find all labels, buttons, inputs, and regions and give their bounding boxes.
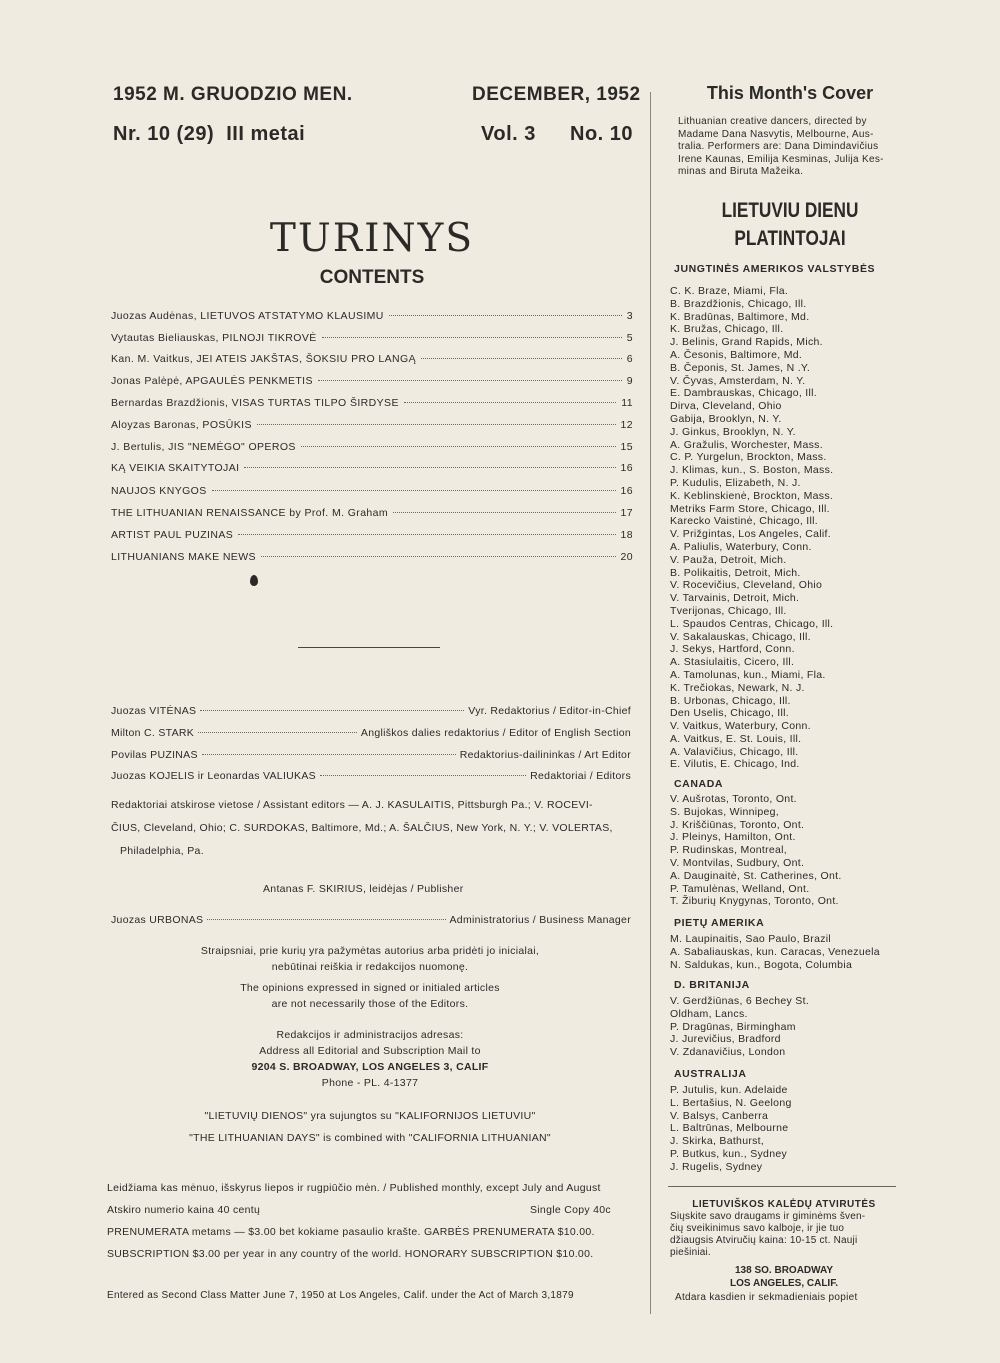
issue-date-en: DECEMBER, 1952 [472,84,641,105]
toc-page: 20 [620,551,633,563]
toc-page: 11 [621,397,633,409]
business-manager-row [111,914,631,926]
distributors-title-line: LIETUVIU DIENU [721,199,859,222]
cover-line: minas and Biruta Mažeika. [678,166,804,177]
toc-entry[interactable] [111,310,633,322]
toc-title: Vytautas Bieliauskas, PILNOJI TIKROVĖ [111,332,317,344]
toc-title: Aloyzas Baronas, POSŪKIS [111,419,252,431]
distributor-list-australia [670,1084,880,1174]
staff-row [111,770,631,782]
distributor-entry: E. Vilutis, E. Chicago, Ind. [670,758,800,771]
address-lt: Redakcijos ir administracijos adresas: [276,1029,464,1041]
distributor-entry: A. Stasiulaitis, Cicero, Ill. [670,656,795,669]
disclaimer-lt: nebūtinai reiškia ir redakcijos nuomonę. [271,961,469,973]
distributor-entry: P. Rudinskas, Montreal, [670,844,788,857]
distributor-entry: V. Gerdžiūnas, 6 Bechey St. [670,995,810,1007]
distributor-entry: K. Trečiokas, Newark, N. J. [670,681,805,694]
staff-name: Povilas PUZINAS [111,749,198,761]
staff-row [111,749,631,761]
distributor-entry: J. Pleinys, Hamilton, Ont. [670,831,796,844]
toc-title: J. Bertulis, JIS "NEMĖGO" OPEROS [111,441,296,453]
distributor-entry: A. Česonis, Baltimore, Md. [670,348,803,361]
distributor-entry: V. Balsys, Canberra [670,1109,769,1122]
staff-name: Juozas URBONAS [111,914,204,926]
address-en: Address all Editorial and Subscription Mail to [259,1045,481,1057]
toc-title: NAUJOS KNYGOS [111,485,207,497]
toc-entry[interactable] [111,507,633,519]
distributor-list-canada [670,793,880,908]
distributor-entry: T. Žiburių Knygynas, Toronto, Ont. [670,895,839,908]
subscription-en: SUBSCRIPTION $3.00 per year in any country of the world. HONORARY SUBSCRIPTION $10.00. [107,1248,594,1260]
number-label: No. 10 [570,123,634,145]
section-heading-australia: AUSTRALIJA [674,1068,747,1080]
cards-line: čių sveikinimus savo kalboje, ir jie tuo [670,1223,845,1234]
toc-page: 9 [626,375,633,387]
distributor-entry: P. Kudulis, Elizabeth, N. J. [670,476,801,489]
cover-line: Madame Dana Nasvytis, Melbourne, Aus- [678,128,874,140]
page-subtitle: CONTENTS [319,267,425,288]
distributor-entry: M. Laupinaitis, Sao Paulo, Brazil [670,933,832,945]
cover-description [678,116,900,179]
cards-address [670,1265,898,1290]
distributor-entry: V. Čyvas, Amsterdam, N. Y. [670,374,806,387]
distributor-entry: K. Bružas, Chicago, Ill. [670,323,784,336]
price-en: Single Copy 40c [530,1204,611,1216]
distributor-entry: J. Klimas, kun., S. Boston, Mass. [670,464,834,477]
volume-label: Vol. 3 [481,123,536,145]
toc-page: 18 [620,529,633,541]
distributor-list-south-america [670,933,880,971]
cards-address-line: 138 SO. BROADWAY [735,1265,833,1276]
issue-number-lt: Nr. 10 (29) III metai [113,123,306,145]
cards-line: piešiniai. [670,1247,711,1258]
distributor-entry: J. Kriščiūnas, Toronto, Ont. [670,818,805,831]
distributor-entry: A. Gražulis, Worchester, Mass. [670,438,823,451]
staff-role: Angliškos dalies redaktorius / Editor of English Section [360,727,631,739]
cards-title: LIETUVIŠKOS KALĖDŲ ATVIRUTĖS [692,1199,876,1210]
distributor-entry: V. Vaitkus, Waterbury, Conn. [670,720,811,733]
column-divider [650,92,651,1314]
staff-role: Administratorius / Business Manager [449,914,631,926]
toc-entry[interactable] [111,529,633,541]
divider [668,1186,896,1187]
toc-entry[interactable] [111,419,633,431]
distributor-entry: V. Pauža, Detroit, Mich. [670,553,787,566]
distributor-entry: B. Polikaitis, Detroit, Mich. [670,566,801,579]
distributor-entry: V. Rocevičius, Cleveland, Ohio [670,579,823,592]
toc-page: 6 [626,353,633,365]
distributor-entry: P. Jutulis, kun. Adelaide [670,1084,788,1096]
distributor-entry: A. Valavičius, Chicago, Ill. [670,745,799,758]
disclaimer-en: are not necessarily those of the Editors. [271,998,469,1010]
distributor-entry: J. Rugelis, Sydney [670,1160,763,1173]
toc-entry[interactable] [111,485,633,497]
distributor-entry: V. Zdanavičius, London [670,1046,786,1059]
toc-page: 3 [626,310,633,322]
toc-title: LITHUANIANS MAKE NEWS [111,551,256,563]
distributor-entry: A. Sabaliauskas, kun. Caracas, Venezuela [670,945,880,958]
distributor-entry: J. Jurevičius, Bradford [670,1033,781,1046]
distributor-entry: C. P. Yurgelun, Brockton, Mass. [670,451,827,464]
page-title: TURINYS [269,216,475,261]
staff-row [111,727,631,739]
distributor-entry: V. Montvilas, Sudbury, Ont. [670,856,805,869]
distributor-entry: V. Sakalauskas, Chicago, Ill. [670,630,811,643]
toc-title: ARTIST PAUL PUZINAS [111,529,234,541]
staff-name: Milton C. STARK [111,727,195,739]
cards-address-line: LOS ANGELES, CALIF. [730,1277,838,1289]
disclaimer-lt: Straipsniai, prie kurių yra pažymėtas autorius arba pridėti jo inicialai, [200,945,540,957]
section-heading-britain: D. BRITANIJA [674,979,750,991]
section-heading-south-america: PIETŲ AMERIKA [674,917,765,929]
distributors-title [692,197,889,253]
assistant-editors-line: Redaktoriai atskirose vietose / Assistant editors — A. J. KASULAITIS, Pittsburgh Pa.; V. ROCEVI- [111,799,593,811]
cover-line: tralia. Performers are: Dana Dimindavičius [678,141,879,152]
publication-schedule: Leidžiama kas mėnuo, išskyrus liepos ir rugpiūčio mėn. / Published monthly, except July and August [107,1182,601,1194]
distributor-entry: V. Aušrotas, Toronto, Ont. [670,793,797,805]
toc-title: THE LITHUANIAN RENAISSANCE by Prof. M. Graham [111,507,389,519]
toc-page: 5 [626,332,633,344]
merger-lt: "LIETUVIŲ DIENOS" yra sujungtos su "KALIFORNIJOS LIETUVIU" [204,1110,536,1122]
divider [298,647,440,648]
distributor-list-usa [670,285,880,771]
cards-description [670,1211,898,1259]
address-phone: Phone - PL. 4-1377 [321,1077,419,1089]
toc-page: 16 [620,485,633,497]
cover-line: Irene Kaunas, Emilija Kesminas, Julija Kes- [678,153,884,165]
toc-page: 12 [620,419,633,431]
distributor-entry: P. Dragūnas, Birmingham [670,1020,796,1033]
distributor-entry: C. K. Braze, Miami, Fla. [670,285,789,297]
toc-title: Bernardas Brazdžionis, VISAS TURTAS TILPO ŠIRDYSE [111,397,399,409]
distributor-entry: Tverijonas, Chicago, Ill. [670,604,787,617]
assistant-editors-line: Philadelphia, Pa. [120,845,204,857]
distributor-entry: B. Brazdžionis, Chicago, Ill. [670,297,807,310]
distributor-entry: E. Dambrauskas, Chicago, Ill. [670,387,818,400]
staff-row [111,705,631,717]
distributor-entry: V. Tarvainis, Detroit, Mich. [670,592,800,605]
ornament-dot [250,575,258,586]
distributor-entry: L. Bertašius, N. Geelong [670,1096,792,1109]
second-class-notice: Entered as Second Class Matter June 7, 1950 at Los Angeles, Calif. under the Act of March 3,1879 [107,1290,574,1301]
distributor-entry: K. Bradūnas, Baltimore, Md. [670,310,810,323]
toc-entry[interactable] [111,397,633,409]
staff-name: Juozas VITĖNAS [111,705,197,717]
toc-entry[interactable] [111,375,633,387]
distributor-entry: P. Tamulėnas, Welland, Ont. [670,882,810,895]
toc-page: 16 [620,462,633,474]
toc-title: Kan. M. Vaitkus, JEI ATEIS JAKŠTAS, ŠOKSIU PRO LANGĄ [111,353,416,365]
cover-title: This Month's Cover [706,83,874,103]
staff-role: Redaktoriai / Editors [530,770,631,782]
toc-page: 17 [620,507,633,519]
issue-date-lt: 1952 M. GRUODZIO MEN. [113,84,353,105]
cards-hours: Atdara kasdien ir sekmadieniais popiet [675,1292,858,1303]
section-heading-usa: JUNGTINĖS AMERIKOS VALSTYBĖS [674,263,876,275]
distributor-entry: J. Skirka, Bathurst, [670,1135,765,1148]
disclaimer-en: The opinions expressed in signed or initialed articles [240,982,500,994]
assistant-editors-line: ČIUS, Cleveland, Ohio; C. SURDOKAS, Baltimore, Md.; A. ŠALČIUS, New York, N. Y.; V. VOLERTAS, [111,822,613,834]
distributor-entry: A. Dauginaitė, St. Catherines, Ont. [670,869,842,882]
merger-en: "THE LITHUANIAN DAYS" is combined with "CALIFORNIA LITHUANIAN" [189,1132,551,1144]
distributor-entry: J. Ginkus, Brooklyn, N. Y. [670,425,796,438]
distributor-entry: S. Bujokas, Winnipeg, [670,805,780,818]
toc-entry[interactable] [111,353,633,365]
toc-entry[interactable] [111,462,633,474]
toc-entry[interactable] [111,441,633,453]
distributor-entry: K. Keblinskienė, Brockton, Mass. [670,489,834,502]
distributor-entry: Den Uselis, Chicago, Ill. [670,707,789,720]
distributor-entry: A. Tamolunas, kun., Miami, Fla. [670,668,826,681]
distributor-entry: J. Sekys, Hartford, Conn. [670,643,795,656]
distributor-entry: V. Prižgintas, Los Angeles, Calif. [670,528,831,541]
cards-line: džiaugsis Atviručių kaina: 10-15 ct. Nauji [670,1235,858,1246]
subscription-lt: PRENUMERATA metams — $3.00 bet kokiame pasaulio krašte. GARBĖS PRENUMERATA $10.00. [107,1226,595,1238]
staff-role: Vyr. Redaktorius / Editor-in-Chief [468,705,631,717]
address-street: 9204 S. BROADWAY, LOS ANGELES 3, CALIF [251,1061,489,1073]
distributor-entry: Metriks Farm Store, Chicago, Ill. [670,502,830,515]
distributors-title-line: PLATINTOJAI [734,227,846,250]
cards-line: Siųskite savo draugams ir giminėms šven- [670,1211,866,1222]
toc-title: Jonas Palėpė, APGAULĖS PENKMETIS [111,375,313,387]
distributor-list-britain [670,995,880,1059]
distributor-entry: L. Spaudos Centras, Chicago, Ill. [670,617,834,630]
distributor-entry: B. Čeponis, St. James, N .Y. [670,361,811,374]
publisher: Antanas F. SKIRIUS, leidėjas / Publisher [263,883,464,895]
cover-line: Lithuanian creative dancers, directed by [678,116,867,127]
toc-title: KĄ VEIKIA SKAITYTOJAI [111,462,240,474]
staff-name: Juozas KOJELIS ir Leonardas VALIUKAS [111,770,316,782]
distributor-entry: J. Belinis, Grand Rapids, Mich. [670,336,823,349]
distributor-entry: B. Urbonas, Chicago, Ill. [670,694,791,707]
price-lt: Atskiro numerio kaina 40 centų [107,1204,261,1216]
staff-role: Redaktorius-dailininkas / Art Editor [459,749,631,761]
distributor-entry: P. Butkus, kun., Sydney [670,1147,788,1160]
distributor-entry: Karecko Vaistinė, Chicago, Ill. [670,515,819,528]
distributor-entry: Dirva, Cleveland, Ohio [670,400,782,413]
toc-page: 15 [620,441,633,453]
distributor-entry: L. Baltrūnas, Melbourne [670,1122,789,1135]
distributor-entry: Oldham, Lancs. [670,1007,748,1020]
distributor-entry: Gabija, Brooklyn, N. Y. [670,412,782,425]
distributor-entry: A. Paliulis, Waterbury, Conn. [670,540,812,553]
toc-title: Juozas Audėnas, LIETUVOS ATSTATYMO KLAUSIMU [111,310,384,322]
distributor-entry: A. Vaitkus, E. St. Louis, Ill. [670,732,802,745]
toc-entry[interactable] [111,551,633,563]
distributor-entry: N. Saldukas, kun., Bogota, Columbia [670,958,853,971]
toc-entry[interactable] [111,332,633,344]
section-heading-canada: CANADA [674,778,724,790]
